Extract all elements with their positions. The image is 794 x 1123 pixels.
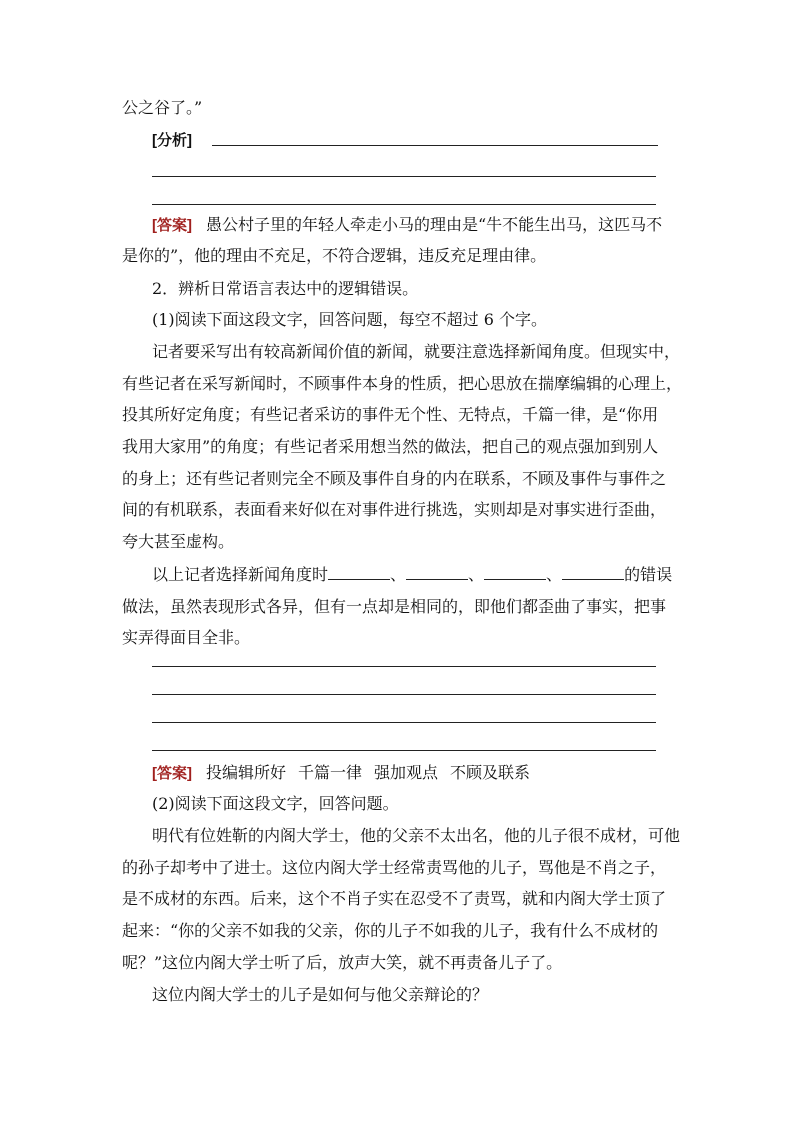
answer-label: [答案] [152, 765, 192, 782]
question-2-2-question: 这位内阁大学士的儿子是如何与他父亲辩论的？ [152, 985, 489, 1004]
fill-suffix: 的错误 [624, 565, 673, 584]
passage-2-line: 明代有位姓靳的内阁大学士，他的父亲不太出名，他的儿子很不成材，可他 [152, 826, 681, 845]
passage-1-line: 有些记者在采写新闻时，不顾事件本身的性质，把心思放在揣摩编辑的心理上， [122, 374, 683, 393]
fill-in-line-2: 做法，虽然表现形式各异，但有一点却是相同的，即他们都歪曲了事实，把事 [122, 597, 667, 616]
passage-1-line: 我用大家用”的角度；有些记者采用想当然的做法，把自己的观点强加到别人 [122, 437, 659, 456]
answer-line-2 [152, 694, 656, 695]
analysis-answer-line-3 [152, 204, 656, 205]
passage-2-line: 的孙子却考中了进士。这位内阁大学士经常责骂他的儿子，骂他是不肖之子， [122, 858, 667, 877]
passage-1-line: 记者要采写出有较高新闻价值的新闻，就要注意选择新闻角度。但现实中， [152, 342, 681, 361]
separator: 、 [546, 565, 563, 584]
analysis-label: [分析] [152, 132, 192, 149]
question-2-1-prompt: (1)阅读下面这段文字，回答问题，每空不超过 6 个字。 [152, 310, 548, 329]
blank-1[interactable] [328, 565, 390, 580]
question-2-2-prompt: (2)阅读下面这段文字，回答问题。 [152, 794, 399, 813]
answer2-line [152, 763, 682, 784]
passage-1-line: 夸大甚至虚构。 [122, 532, 235, 551]
answer1-line-1 [152, 215, 682, 236]
blank-4[interactable] [562, 565, 624, 580]
continuation-text: 公之谷了。” [122, 98, 203, 117]
answer1-text-1: 愚公村子里的年轻人牵走小马的理由是“牛不能生出马，这匹马不 [206, 215, 663, 234]
answer-line-1 [152, 666, 656, 667]
separator: 、 [468, 565, 485, 584]
question-2-heading: 2．辨析日常语言表达中的逻辑错误。 [152, 279, 419, 298]
passage-1-line: 投其所好定角度；有些记者采访的事件无个性、无特点，千篇一律，是“你用 [122, 405, 659, 424]
analysis-answer-line-2 [152, 176, 656, 177]
answer2-item: 投编辑所好 [206, 763, 287, 782]
blank-3[interactable] [484, 565, 546, 580]
answer2-item: 不顾及联系 [450, 763, 531, 782]
answer2-item: 千篇一律 [298, 763, 363, 782]
answer-line-3 [152, 722, 656, 723]
analysis-answer-line-1 [212, 145, 658, 146]
fill-in-line-3: 实弄得面目全非。 [122, 628, 251, 647]
passage-1-line: 的身上；还有些记者则完全不顾及事件自身的内在联系，不顾及事件与事件之 [122, 469, 667, 488]
fill-prefix: 以上记者选择新闻角度时 [152, 565, 329, 584]
separator: 、 [390, 565, 407, 584]
passage-2-line: 起来：“你的父亲不如我的父亲，你的儿子不如我的儿子，我有什么不成材的 [122, 921, 659, 940]
fill-in-line [152, 565, 682, 585]
passage-1-line: 间的有机联系，表面看来好似在对事件进行挑选，实则却是对事实进行歪曲， [122, 500, 667, 519]
passage-2-line: 是不成材的东西。后来，这个不肖子实在忍受不了责骂，就和内阁大学士顶了 [122, 889, 667, 908]
answer-line-4 [152, 750, 656, 751]
answer2-item: 强加观点 [374, 763, 439, 782]
answer-label: [答案] [152, 217, 192, 234]
answer1-line-2: 是你的”，他的理由不充足，不符合逻辑，违反充足理由律。 [122, 246, 547, 265]
passage-2-line: 呢？”这位内阁大学士听了后，放声大笑，就不再责备儿子了。 [122, 953, 563, 972]
blank-2[interactable] [406, 565, 468, 580]
